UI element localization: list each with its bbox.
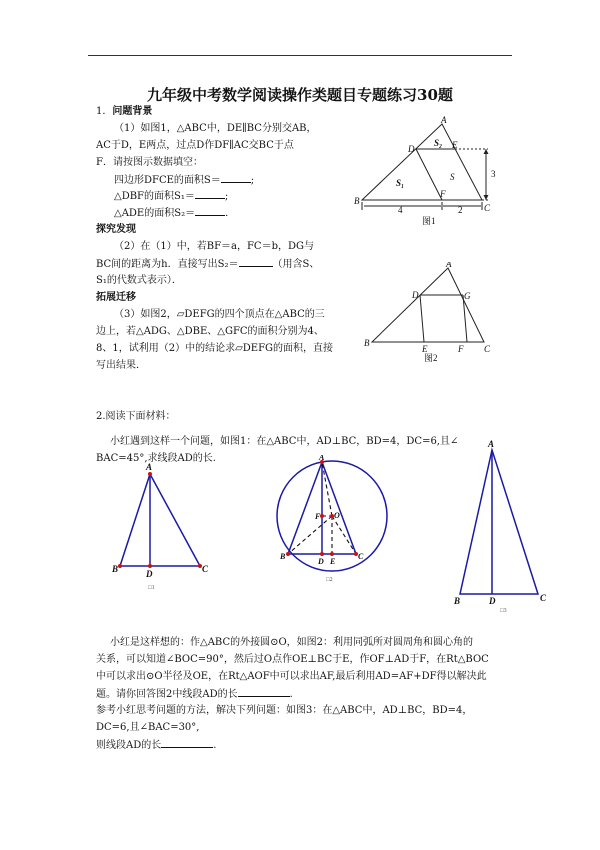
q1-explore-line2-label: BC间的距离为h．直接写出S₂＝ bbox=[96, 259, 239, 270]
q1-line1: （1）如图1，△ABC中，DE∥BC分别交AB， bbox=[114, 123, 317, 134]
q2-heading: 2.阅读下面材料： bbox=[96, 411, 176, 422]
q2f1-label-d: D bbox=[146, 569, 153, 579]
fig1-label-c: C bbox=[484, 203, 491, 213]
q2f1-label-b: B bbox=[112, 564, 119, 574]
q1-number: 1． bbox=[96, 106, 113, 117]
q2-para2-line4 bbox=[96, 685, 293, 703]
fig1-caption: 图1 bbox=[422, 216, 436, 226]
fig2-label-d: D bbox=[412, 290, 419, 300]
q2-para3-line3-label: 则线段AD的长 bbox=[96, 740, 162, 751]
q2f2-label-d: D bbox=[318, 557, 324, 566]
q2f1-label-a: A bbox=[146, 462, 153, 472]
q2-para1-line1: 小红遇到这样一个问题，如图1：在△ABC中，AD⊥BC，BD=4，DC=6,且∠ bbox=[110, 436, 459, 447]
fig2-label-g: G bbox=[464, 291, 471, 301]
fig2-label-c: C bbox=[484, 344, 490, 354]
q2-para3-line2: DC=6,且∠BAC=30°, bbox=[96, 722, 200, 733]
q1-fill1-label: 四边形DFCE的面积S＝ bbox=[114, 175, 221, 186]
q1-header bbox=[96, 103, 152, 120]
fig1-dim-3: 3 bbox=[491, 169, 496, 179]
figure-2 bbox=[360, 262, 490, 364]
q2-para3-line3-end: . bbox=[213, 740, 217, 751]
q1-explore-line2-tail: （用含S、 bbox=[272, 259, 320, 270]
q2f2-caption: □2 bbox=[326, 577, 333, 583]
blank-explore[interactable] bbox=[239, 255, 273, 267]
q2f1-label-c: C bbox=[202, 564, 209, 574]
q2f2-label-o: O bbox=[334, 511, 340, 520]
fig1-dim-4: 4 bbox=[398, 205, 403, 215]
q1-fill2-label: △DBF的面积S₁＝ bbox=[114, 191, 195, 202]
q2f3-caption: □3 bbox=[500, 608, 507, 614]
top-rule bbox=[88, 55, 512, 56]
fig2-label-e: E bbox=[422, 344, 428, 354]
q2-para2-line1: 小红是这样想的：作△ABC的外接圆⊙O，如图2：利用同弧所对圆周角和圆心角的 bbox=[110, 637, 474, 648]
q2f3-label-b: B bbox=[454, 596, 461, 606]
q1-fill1: 四边形DFCE的面积S＝ ; bbox=[114, 171, 254, 189]
q2-para3-line1: 参考小红思考问题的方法，解决下列问题：如图3：在△ABC中，AD⊥BC，BD=4， bbox=[96, 705, 473, 716]
q2f3-label-d: D bbox=[489, 596, 496, 606]
fig2-caption: 图2 bbox=[424, 353, 438, 363]
blank-s[interactable] bbox=[221, 171, 251, 183]
q1-heading-explore: 探究发现 bbox=[96, 224, 136, 235]
q2f2-oa bbox=[322, 462, 332, 516]
fig1-label-a: A bbox=[441, 116, 447, 125]
blank-ad-fig2[interactable] bbox=[238, 685, 290, 697]
q1-heading-extend: 拓展迁移 bbox=[96, 292, 136, 303]
figure-q2-1 bbox=[108, 462, 218, 592]
q2-para2-line4-end: . bbox=[289, 689, 293, 700]
q1-explore-line1: （2）在（1）中，若BF＝a，FC＝b，DG与 bbox=[114, 241, 314, 252]
q2-para2-line2: 关系，可以知道∠BOC=90°，然后过O点作OE⊥BC于E，作OF⊥AD于F，在Rt△BOC bbox=[96, 654, 489, 665]
q2f2-point-e bbox=[330, 552, 334, 556]
fig1-dim-2: 2 bbox=[458, 205, 463, 215]
fig1-arrow-down bbox=[484, 195, 489, 200]
q2-para2-line3: 中可以求出⊙O半径及OE，在Rt△AOF中可以求出AF,最后利用AD=AF+DF得以解决此 bbox=[96, 671, 487, 682]
q1-explore-line3: S₁的代数式表示）． bbox=[96, 275, 182, 286]
q1-fill2: △DBF的面积S₁＝ ; bbox=[114, 187, 228, 205]
q1-extend-line3: 8、1，试利用（2）中的结论求▱DEFG的面积，直接 bbox=[96, 343, 334, 354]
q2-para2-line4-label: 题。请你回答图2中线段AD的长 bbox=[96, 689, 238, 700]
q2f2-label-e: E bbox=[330, 557, 336, 566]
figure-q2-3 bbox=[446, 438, 554, 618]
fig2-triangle-abc bbox=[372, 268, 484, 342]
q2f3-label-c: C bbox=[540, 593, 547, 603]
q1-fill3-label: △ADE的面积S₂＝ bbox=[114, 208, 196, 219]
q2-para1-line2: BAC=45°,求线段AD的长. bbox=[96, 453, 216, 464]
blank-s1[interactable] bbox=[195, 187, 225, 199]
q2f2-point-d bbox=[320, 552, 324, 556]
fig2-segment-de bbox=[420, 295, 424, 342]
page-title: 九年级中考数学阅读操作类题目专题练习30题 bbox=[147, 86, 453, 104]
q2f2-label-f: F bbox=[315, 512, 321, 521]
q2f2-label-b: B bbox=[280, 552, 286, 561]
q2f2-point-f bbox=[320, 514, 324, 518]
q2f3-triangle bbox=[460, 450, 538, 594]
q2f3-label-a: A bbox=[488, 439, 495, 449]
fig1-label-b: B bbox=[354, 196, 360, 206]
q2f1-triangle bbox=[120, 474, 200, 566]
fig1-label-s: S bbox=[450, 172, 455, 182]
q1-extend-line2: 边上，若△ADG、△DBE、△GFC的面积分别为4、 bbox=[96, 326, 324, 337]
q1-line3: F．请按图示数据填空： bbox=[96, 157, 203, 168]
fig1-triangle-abc bbox=[362, 124, 482, 200]
q1-extend-line4: 写出结果． bbox=[96, 360, 146, 371]
fig1-segment-df bbox=[416, 149, 442, 200]
figure-q2-2 bbox=[272, 455, 390, 585]
fig2-label-b: B bbox=[364, 338, 370, 348]
fig1-arrow-up bbox=[484, 149, 489, 154]
fig1-label-f: F bbox=[440, 189, 446, 199]
q1-extend-line1: （3）如图2，▱DEFG的四个顶点在△ABC的三 bbox=[114, 309, 325, 320]
figure-1 bbox=[348, 116, 506, 230]
blank-s2[interactable] bbox=[195, 204, 225, 216]
q2f2-label-a: A bbox=[319, 455, 325, 462]
q2-para3-line3 bbox=[96, 736, 216, 754]
q2f1-point-b bbox=[118, 564, 122, 568]
q2f2-point-b bbox=[286, 552, 290, 556]
fig1-label-s2: S₂ bbox=[434, 138, 443, 148]
q1-explore-line2 bbox=[96, 255, 319, 273]
fig1-label-s1: S₁ bbox=[396, 178, 405, 188]
fig2-label-f: F bbox=[458, 344, 464, 354]
q2f1-point-a bbox=[148, 472, 152, 476]
fig2-label-a: A bbox=[446, 262, 452, 269]
q1-heading-background: 问题背景 bbox=[112, 106, 153, 117]
q2f1-caption: □1 bbox=[148, 585, 155, 591]
q2f2-label-c: C bbox=[358, 552, 364, 561]
q1-line2: AC于D，E两点，过点D作DF∥AC交BC于点 bbox=[96, 140, 294, 151]
fig1-label-d: D bbox=[408, 144, 415, 154]
q2f1-point-d bbox=[148, 564, 152, 568]
fig1-label-e: E bbox=[452, 140, 458, 150]
blank-ad-fig3[interactable] bbox=[161, 736, 213, 748]
q1-fill3: △ADE的面积S₂＝ ． bbox=[114, 204, 235, 222]
